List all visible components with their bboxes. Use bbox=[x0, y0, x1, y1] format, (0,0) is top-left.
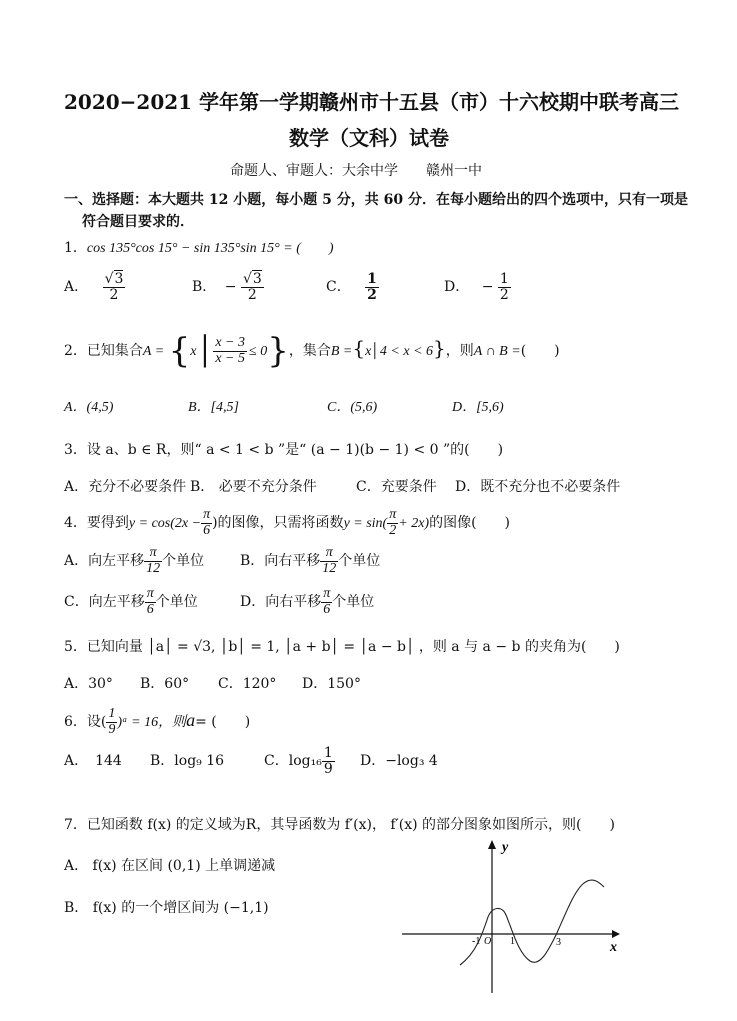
y-axis-label: y bbox=[502, 840, 509, 855]
q1-d-denominator: 2 bbox=[499, 286, 509, 303]
q4-c-six: 6 bbox=[146, 601, 154, 617]
q4-c-text: C．向左平移 bbox=[64, 594, 145, 611]
q4-option-c bbox=[64, 587, 198, 617]
q4-b-unit: 个单位 bbox=[338, 553, 381, 570]
q4-a-text: A．向左平移 bbox=[64, 553, 145, 570]
q4-d-fraction bbox=[321, 587, 332, 617]
q4-b-twelve: 12 bbox=[322, 560, 337, 576]
q4-two: 2 bbox=[389, 522, 397, 538]
q2-option-d: D．[5,6) bbox=[452, 400, 504, 415]
q1-c-numerator: 1 bbox=[367, 271, 377, 287]
q6-option-b: B．log₉ 16 bbox=[150, 753, 225, 769]
q4-sin-expr: y = sin( bbox=[343, 516, 388, 532]
q6-paren: = ( ) bbox=[195, 714, 251, 731]
authors-line: 命题人、审题人：大余中学 赣州一中 bbox=[230, 163, 482, 179]
question-6 bbox=[64, 707, 250, 737]
q4-c-pi: π bbox=[146, 586, 154, 601]
q4-option-d bbox=[240, 587, 374, 617]
q4-b-text: B．向右平移 bbox=[240, 553, 321, 570]
y-axis-arrow bbox=[488, 840, 496, 849]
tick-label-1: 1 bbox=[510, 936, 515, 947]
q6-prefix: 6．设( bbox=[64, 714, 107, 731]
q2-option-c: C．(5,6) bbox=[327, 400, 378, 415]
q1-option-b-letter: B． bbox=[192, 279, 217, 296]
question-5: 5．已知向量 │a│ = √3, │b│ = 1, │a + b│ = │a − b│ ，则 a 与 a − b 的夹角为( ) bbox=[64, 639, 620, 655]
q4-tail: 的图像( ) bbox=[429, 515, 511, 532]
q4-six: 6 bbox=[203, 522, 211, 538]
q1-b-denominator: 2 bbox=[247, 286, 257, 303]
q3-option-d: D．既不充分也不必要条件 bbox=[455, 479, 621, 495]
q4-d-pi: π bbox=[323, 586, 331, 601]
q1-option-c-value bbox=[365, 272, 379, 302]
q4-pi-over-6 bbox=[201, 508, 212, 538]
q1-option-c-letter: C． bbox=[326, 279, 351, 296]
q2-set-b: x│4 < x < 6 bbox=[365, 344, 434, 359]
q1-expression: cos 135°cos 15° − sin 135°sin 15° = ( ) bbox=[86, 241, 334, 256]
q2-le-zero: ≤ 0 bbox=[249, 344, 268, 359]
exam-title-line2: 数学（文科）试卷 bbox=[289, 126, 449, 150]
q4-a-fraction bbox=[144, 546, 162, 576]
q2-tail: ，则 bbox=[445, 343, 474, 359]
q6-one: 1 bbox=[108, 706, 116, 721]
q6-var-a: a bbox=[186, 710, 196, 731]
question-2: 2．已知集合A = {x│ $\frac{x - 3}{x - 5}$ ≤ 0}，集合B ={x│4 < x < 6}，则A ∩ B =( ) bbox=[64, 331, 560, 371]
q4-a-unit: 个单位 bbox=[162, 553, 205, 570]
q4-c-unit: 个单位 bbox=[155, 594, 198, 611]
tick-label-origin: O bbox=[484, 936, 492, 947]
q6-power: )ᵃ = 16，则 bbox=[117, 715, 187, 731]
q4-c-fraction bbox=[145, 587, 156, 617]
q1-c-denominator: 2 bbox=[367, 286, 377, 303]
q2-option-b: B．[4,5] bbox=[188, 400, 239, 415]
q4-d-unit: 个单位 bbox=[332, 594, 375, 611]
derivative-curve bbox=[460, 880, 604, 965]
q1-d-numerator: 1 bbox=[499, 271, 509, 287]
section-heading-cont: 符合题目要求的． bbox=[82, 214, 194, 230]
exam-title-line1: 2020−2021 学年第一学期赣州市十五县（市）十六校期中联考高三 bbox=[64, 90, 680, 114]
q2-prefix: 已知集合 bbox=[86, 343, 143, 359]
q3-option-c: C．充要条件 bbox=[356, 479, 437, 495]
q6-c-fraction bbox=[322, 746, 335, 776]
q5-option-b: B．60° bbox=[140, 676, 190, 692]
x-axis-label: x bbox=[610, 940, 617, 955]
derivative-graph bbox=[398, 835, 628, 995]
q2-var: x bbox=[190, 344, 197, 359]
question-7: 7．已知函数 f(x) 的定义域为R，其导函数为 f′(x)， f′(x) 的部分图象如图所示，则( ) bbox=[64, 817, 615, 833]
q4-a-twelve: 12 bbox=[146, 560, 161, 576]
q2-number: 2． bbox=[64, 343, 87, 359]
q7-option-a: A． f(x) 在区间 (0,1) 上单调递减 bbox=[64, 858, 276, 874]
q4-cos-expr: y = cos(2x − bbox=[128, 516, 202, 532]
q7-option-b: B． f(x) 的一个增区间为 (−1,1) bbox=[64, 900, 269, 916]
q4-prefix: 4．要得到 bbox=[64, 515, 129, 532]
q4-pi-2: π bbox=[389, 507, 397, 522]
section-heading: 一、选择题：本大题共 12 小题，每小题 5 分，共 60 分．在每小题给出的四个选项中，只有一项是 bbox=[64, 192, 688, 208]
q6-one-ninth bbox=[106, 707, 117, 737]
question-1 bbox=[64, 237, 334, 257]
q1-option-d bbox=[444, 272, 511, 302]
tick-label-3: 3 bbox=[556, 937, 561, 948]
q2-frac-numerator: x − 3 bbox=[215, 334, 246, 350]
q1-b-radicand: 3 bbox=[252, 271, 262, 287]
q1-option-a bbox=[64, 272, 125, 302]
q4-d-text: D．向右平移 bbox=[240, 594, 322, 611]
q4-pi-over-2 bbox=[387, 508, 398, 538]
q4-mid: )的图像，只需将函数 bbox=[212, 515, 344, 532]
q1-option-b-value: $\frac{√3}{2}$ bbox=[242, 271, 262, 303]
q6-c-nine: 9 bbox=[323, 760, 333, 777]
q4-option-a bbox=[64, 546, 204, 576]
q4-sin-tail: + 2x) bbox=[398, 516, 430, 532]
q1-a-radicand: 3 bbox=[114, 271, 124, 287]
q1-b-minus: − bbox=[224, 279, 237, 296]
q2-paren: ( ) bbox=[520, 343, 560, 359]
q1-option-b bbox=[192, 272, 264, 302]
q4-a-pi: π bbox=[144, 546, 162, 562]
q2-option-a: A．(4,5) bbox=[64, 400, 114, 415]
x-axis-arrow bbox=[612, 930, 620, 938]
q1-a-denominator: 2 bbox=[109, 286, 119, 303]
q6-c-one: 1 bbox=[323, 745, 333, 761]
q3-option-b: B． 必要不充分条件 bbox=[190, 479, 317, 495]
q4-b-pi: π bbox=[320, 546, 338, 562]
q4-d-six: 6 bbox=[323, 601, 331, 617]
tick-label-neg1: -1 bbox=[472, 936, 481, 947]
q4-pi: π bbox=[203, 507, 211, 522]
q3-option-a: A．充分不必要条件 bbox=[64, 479, 187, 495]
q5-option-d: D．150° bbox=[302, 676, 361, 692]
q6-option-a: A． 144 bbox=[64, 753, 122, 769]
q5-option-a: A．30° bbox=[64, 676, 113, 692]
q2-set-a-name: A = bbox=[142, 344, 165, 359]
q2-mid: ，集合 bbox=[288, 343, 331, 359]
question-4 bbox=[64, 508, 510, 538]
q1-option-a-letter: A． bbox=[64, 279, 89, 296]
q1-option-c bbox=[326, 272, 379, 302]
q6-option-c bbox=[264, 746, 335, 776]
question-3: 3．设 a、b ∈ R，则“ a < 1 < b ”是“ (a − 1)(b − 1) < 0 ”的( ) bbox=[64, 442, 504, 458]
q2-set-b-name: B = bbox=[330, 344, 353, 359]
q6-nine: 9 bbox=[108, 721, 116, 737]
q6-c-text: C．log₁₆ bbox=[264, 753, 322, 770]
q1-option-d-value bbox=[498, 272, 511, 302]
q4-option-b bbox=[240, 546, 380, 576]
q1-d-minus: − bbox=[481, 279, 494, 296]
q2-intersection: A ∩ B = bbox=[473, 344, 521, 359]
q4-b-fraction bbox=[320, 546, 338, 576]
q1-number: 1． bbox=[64, 240, 87, 256]
q5-option-c: C．120° bbox=[218, 676, 277, 692]
q1-option-a-value: $\frac{√3}{2}$ bbox=[104, 271, 124, 303]
q2-fraction bbox=[213, 336, 247, 366]
q1-option-d-letter: D． bbox=[444, 279, 470, 296]
q2-frac-denominator: x − 5 bbox=[215, 350, 246, 366]
q6-option-d: D．−log₃ 4 bbox=[360, 753, 438, 769]
